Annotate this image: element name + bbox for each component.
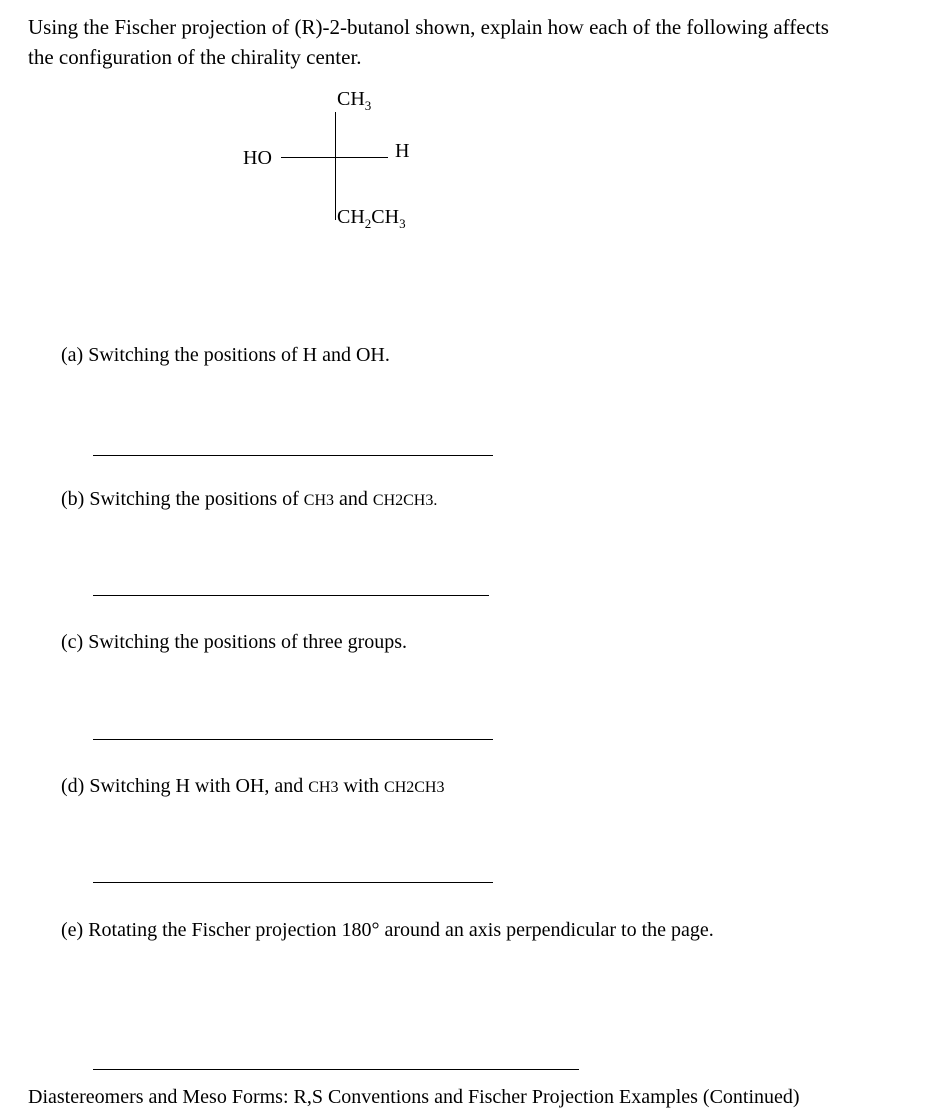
- answer-line-c[interactable]: [93, 739, 493, 740]
- horizontal-bond: [281, 157, 388, 158]
- intro-line-2: the configuration of the chirality center.: [28, 45, 362, 69]
- intro-line-1: Using the Fischer projection of (R)-2-butanol shown, explain how each of the following affects: [28, 15, 829, 39]
- bottom-group-label: $CH_2CH_3$: [337, 206, 406, 231]
- top-group-label: $CH_3$: [337, 88, 372, 113]
- question-c: (c) Switching the positions of three groups.: [61, 631, 408, 653]
- answer-line-b[interactable]: [93, 595, 489, 596]
- fischer-projection: [0, 0, 942, 260]
- cut-off-footer-text: Diastereomers and Meso Forms: R,S Conventions and Fischer Projection Examples (Continued): [28, 1086, 800, 1108]
- answer-line-e[interactable]: [93, 1069, 579, 1070]
- question-b: (b) Switching the positions of CH3 and CH2CH3.: [61, 488, 438, 510]
- question-a: (a) Switching the positions of H and OH.: [61, 344, 390, 366]
- answer-line-a[interactable]: [93, 455, 493, 456]
- question-d: (d) Switching H with OH, and CH3 with CH2CH3: [61, 775, 445, 797]
- vertical-bond: [335, 112, 336, 220]
- question-e: (e) Rotating the Fischer projection 180° around an axis perpendicular to the page.: [61, 919, 714, 941]
- right-group-label: H: [395, 140, 410, 162]
- answer-line-d[interactable]: [93, 882, 493, 883]
- left-group-label: HO: [243, 147, 272, 169]
